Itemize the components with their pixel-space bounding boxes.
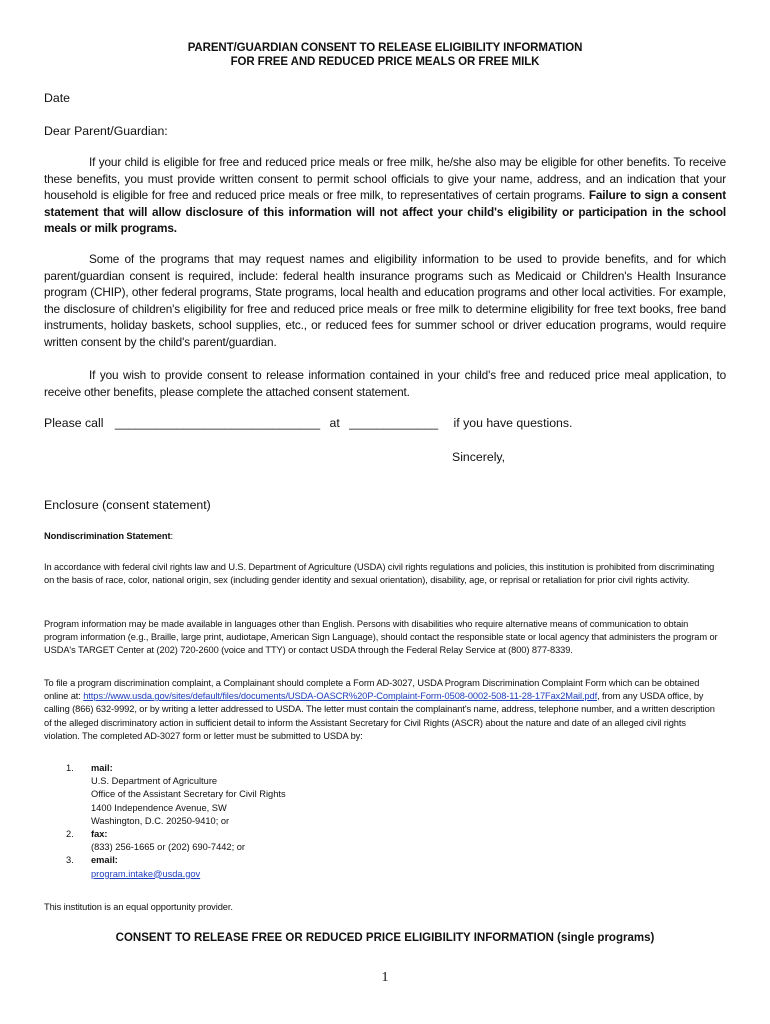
mail-address-line: 1400 Independence Avenue, SW <box>91 802 227 813</box>
paragraph-eligibility <box>44 154 726 237</box>
paragraph-eligibility-text: If your child is eligible for free and reduced price meals or free milk, he/she also may be eligible for other benefits. To receive these benefits, you must provide written consent to permit school officials to give your name, address, and an indication that your household is eligible for free and reduced price meals or free milk, to representatives of certain programs. <box>44 155 726 203</box>
fax-label: fax: <box>91 829 108 840</box>
date-label: Date <box>44 91 70 105</box>
closing: Sincerely, <box>452 450 506 464</box>
list-number: 3. <box>66 855 74 866</box>
paragraph-eligibility-bold: Failure to sign a consent statement that will allow disclosure of this information will not affect your child's eligibility or participation in the school meals or milk programs. <box>44 188 727 236</box>
email-label: email: <box>91 855 118 866</box>
nondiscrimination-paragraph-1: In accordance with federal civil rights law and U.S. Department of Agriculture (USDA) civil rights regulations and policies, this institution is prohibited from discriminating on the basis of race, color, national origin, sex (including gender identity and sexual orientation), disability, age, or reprisal or retaliation for prior civil rights activity. <box>44 562 715 586</box>
salutation: Dear Parent/Guardian: <box>44 124 168 138</box>
list-number: 2. <box>66 829 74 840</box>
consent-section-title: CONSENT TO RELEASE FREE OR REDUCED PRICE ELIGIBILITY INFORMATION (single programs) <box>115 932 655 944</box>
contact-name-blank: ______________________________ <box>114 416 321 430</box>
nondiscrimination-heading-text: Nondiscrimination Statement <box>44 531 171 541</box>
paragraph-programs <box>44 251 726 351</box>
enclosure-note: Enclosure (consent statement) <box>44 498 211 512</box>
mail-label: mail: <box>91 763 113 773</box>
contact-line <box>44 416 572 430</box>
nondiscrimination-paragraph-3 <box>44 677 719 743</box>
equal-opportunity-statement: This institution is an equal opportunity provider. <box>44 902 233 912</box>
mail-address-line: Washington, D.C. 20250-9410; or <box>91 815 230 826</box>
nondiscrimination-paragraph-2: Program information may be made available in languages other than English. Persons with disabilities who require alternative means of communication to obtain program information (e.g., Braille, large print, audiotape, American Sign Language), should contact the responsible state or local agency that administers the program or USDA's TARGET Center at (202) 720-2600 (voice and TTY) or contact USDA through the Federal Relay Service at (800) 877-8339. <box>44 619 718 656</box>
list-item-fax <box>66 828 286 854</box>
mail-address-line: U.S. Department of Agriculture <box>91 776 218 787</box>
paragraph-consent-text: If you wish to provide consent to release information contained in your child's free and reduced price meal application, to receive other benefits, please complete the attached consent statement. <box>44 368 726 399</box>
nondiscrimination-heading <box>44 530 719 543</box>
mail-address-line: Office of the Assistant Secretary for Civil Rights <box>91 789 286 800</box>
submission-methods-list <box>66 762 286 881</box>
contact-at: at <box>329 416 340 430</box>
document-title-line2: FOR FREE AND REDUCED PRICE MEALS OR FREE MILK <box>230 56 540 68</box>
document-title-line1: PARENT/GUARDIAN CONSENT TO RELEASE ELIGIBILITY INFORMATION <box>187 42 583 54</box>
paragraph-consent <box>44 367 726 400</box>
complaint-form-link[interactable]: https://www.usda.gov/sites/default/files/documents/USDA-OASCR%20P-Complaint-Form-0508-0002-508-11-28-17Fax2Mail.pdf <box>83 691 598 702</box>
list-item-mail <box>66 762 286 828</box>
complaint-text-before: To file a program discrimination complaint, a Complainant should complete a Form AD-3027, USDA Program Discrimination Complaint Form which can be obtained online at: <box>44 678 700 702</box>
page-number: 1 <box>381 970 389 985</box>
complaint-text-after: , from any USDA office, by calling (866) 632-9992, or by writing a letter addressed to USDA. The letter must contain the complainant's name, address, telephone number, and a written description of the alleged discriminatory action in sufficient detail to inform the Assistant Secretary for Civil Rights (ASCR) about the nature and date of an alleged civil rights violation. The completed AD-3027 form or letter must be submitted to USDA by: <box>44 691 715 741</box>
contact-phone-blank: _____________ <box>349 416 439 430</box>
list-number: 1. <box>66 763 74 773</box>
contact-suffix: if you have questions. <box>453 416 573 430</box>
paragraph-programs-text: Some of the programs that may request names and eligibility information to be used to provide benefits, and for which parent/guardian consent is required, include: federal health insurance programs such as Medicaid or Children's Health Insurance program (CHIP), other federal programs, State programs, local health and education programs and other local activities. For example, the disclosure of children's eligibility for free and reduced price meals or free milk to determine eligibility for free text books, free band instruments, holiday baskets, school supplies, etc., or reduced fees for summer school or driver education programs, would require written consent by the child's parent/guardian. <box>44 252 726 349</box>
list-item-email <box>66 854 286 880</box>
contact-prefix: Please call <box>44 416 104 430</box>
nondiscrimination-heading-colon: : <box>170 531 173 541</box>
fax-numbers: (833) 256-1665 or (202) 690-7442; or <box>91 842 246 853</box>
email-link[interactable]: program.intake@usda.gov <box>91 868 201 879</box>
